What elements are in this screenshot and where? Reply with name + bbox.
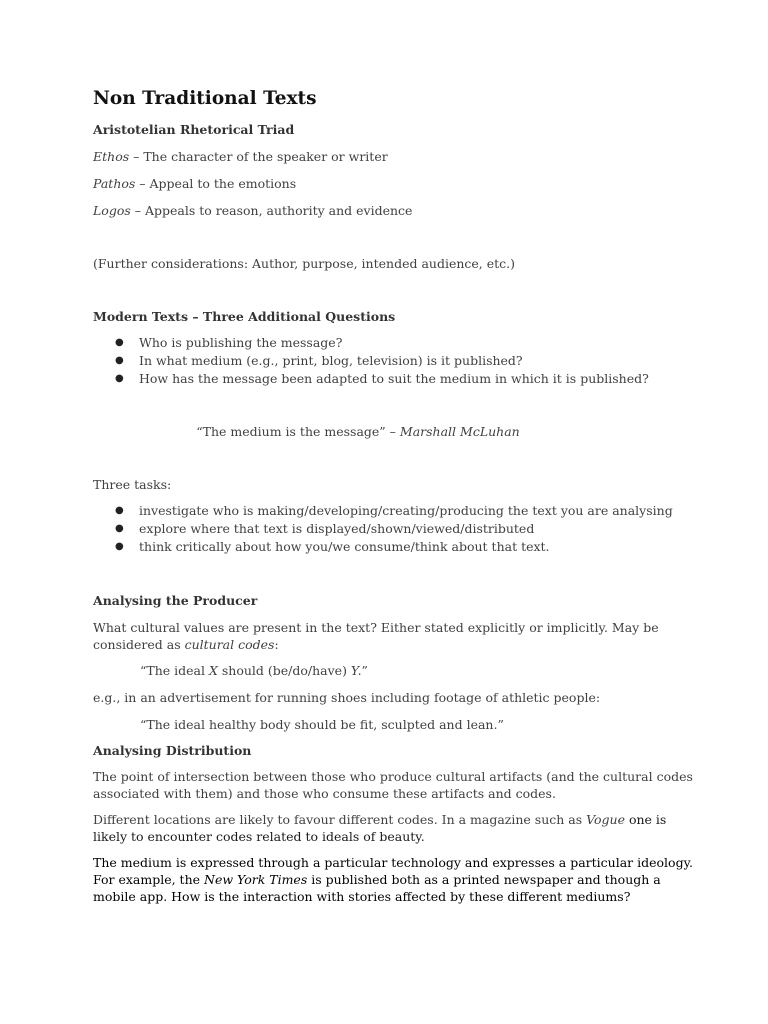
- ideal-a: “The ideal: [140, 662, 209, 678]
- producer-para-a: What cultural values are present in the text? Either stated explicitly or implicitly. May be considered as: [93, 619, 659, 652]
- list-item-text: investigate who is making/developing/creating/producing the text you are analysing: [139, 503, 673, 519]
- term-logos: Logos: [93, 203, 131, 218]
- modern-questions-list: [93, 334, 693, 387]
- page-title: Non Traditional Texts: [93, 88, 317, 109]
- distribution-para-2: [93, 811, 693, 845]
- ideal-b: should (be/do/have): [217, 662, 351, 678]
- dist2-b: one is likely to encounter codes related to ideals of beauty.: [93, 811, 667, 844]
- tasks-list: [93, 502, 693, 555]
- bullet-icon: ●: [115, 354, 124, 366]
- ideal-y: Y.: [350, 662, 362, 678]
- distribution-para-3: [93, 854, 693, 905]
- ideal-x: X: [208, 662, 218, 678]
- list-item: [93, 370, 693, 388]
- triad-item-ethos: [93, 148, 693, 165]
- dist3-b: is published both as a printed newspaper and though a mobile app. How is the interaction with stories affected by these different mediums?: [93, 871, 661, 904]
- producer-paragraph: [93, 619, 693, 653]
- term-ethos: Ethos: [93, 149, 130, 164]
- quote-author: Marshall McLuhan: [399, 424, 520, 440]
- dist2-a: Different locations are likely to favour different codes. In a magazine such as: [93, 811, 587, 827]
- tasks-intro: Three tasks:: [93, 477, 172, 493]
- document-page: [93, 84, 693, 905]
- dist2-em: Vogue: [586, 811, 625, 827]
- bullet-icon: ●: [115, 540, 124, 552]
- distribution-para-1: The point of intersection between those who produce cultural artifacts (and the cultural codes associated with them) and those who consume these artifacts and codes.: [93, 768, 693, 801]
- quote-text: “The medium is the message” –: [196, 424, 400, 440]
- triad-heading: Aristotelian Rhetorical Triad: [93, 122, 295, 137]
- desc-ethos: – The character of the speaker or writer: [129, 149, 388, 164]
- list-item: [93, 352, 693, 370]
- list-item: [93, 334, 693, 352]
- producer-para-em: cultural codes: [184, 636, 275, 652]
- bullet-icon: ●: [115, 372, 124, 384]
- bullet-icon: ●: [115, 505, 124, 517]
- producer-para-b: :: [274, 636, 279, 652]
- list-item-text: think critically about how you/we consume/think about that text.: [139, 538, 550, 554]
- producer-heading: Analysing the Producer: [93, 592, 258, 608]
- list-item-text: How has the message been adapted to suit the medium in which it is published?: [139, 370, 649, 386]
- triad-item-pathos: [93, 175, 693, 192]
- further-considerations: (Further considerations: Author, purpose, intended audience, etc.): [93, 256, 516, 271]
- ideal-c: ”: [361, 662, 368, 678]
- desc-pathos: – Appeal to the emotions: [135, 176, 297, 191]
- example-line: e.g., in an advertisement for running shoes including footage of athletic people:: [93, 689, 601, 705]
- dist3-em: New York Times: [204, 871, 308, 887]
- dist3-a: The medium is expressed through a particular technology and expresses a particular ideology. For example, the: [93, 854, 693, 887]
- list-item: [93, 538, 693, 556]
- list-item: [93, 520, 693, 538]
- triad-item-logos: [93, 202, 693, 219]
- list-item-text: explore where that text is displayed/shown/viewed/distributed: [139, 521, 535, 537]
- desc-logos: – Appeals to reason, authority and evidence: [130, 203, 413, 218]
- modern-heading: Modern Texts – Three Additional Questions: [93, 309, 396, 324]
- bullet-icon: ●: [115, 337, 124, 348]
- mcluhan-quote: [23, 423, 693, 440]
- ideal-template-quote: [93, 662, 693, 679]
- term-pathos: Pathos: [93, 176, 136, 191]
- bullet-icon: ●: [115, 523, 124, 535]
- distribution-heading: Analysing Distribution: [93, 742, 252, 758]
- list-item-text: Who is publishing the message?: [139, 335, 343, 350]
- example-quote: “The ideal healthy body should be fit, sculpted and lean.”: [140, 716, 504, 732]
- list-item: [93, 502, 693, 520]
- list-item-text: In what medium (e.g., print, blog, television) is it published?: [139, 352, 523, 368]
